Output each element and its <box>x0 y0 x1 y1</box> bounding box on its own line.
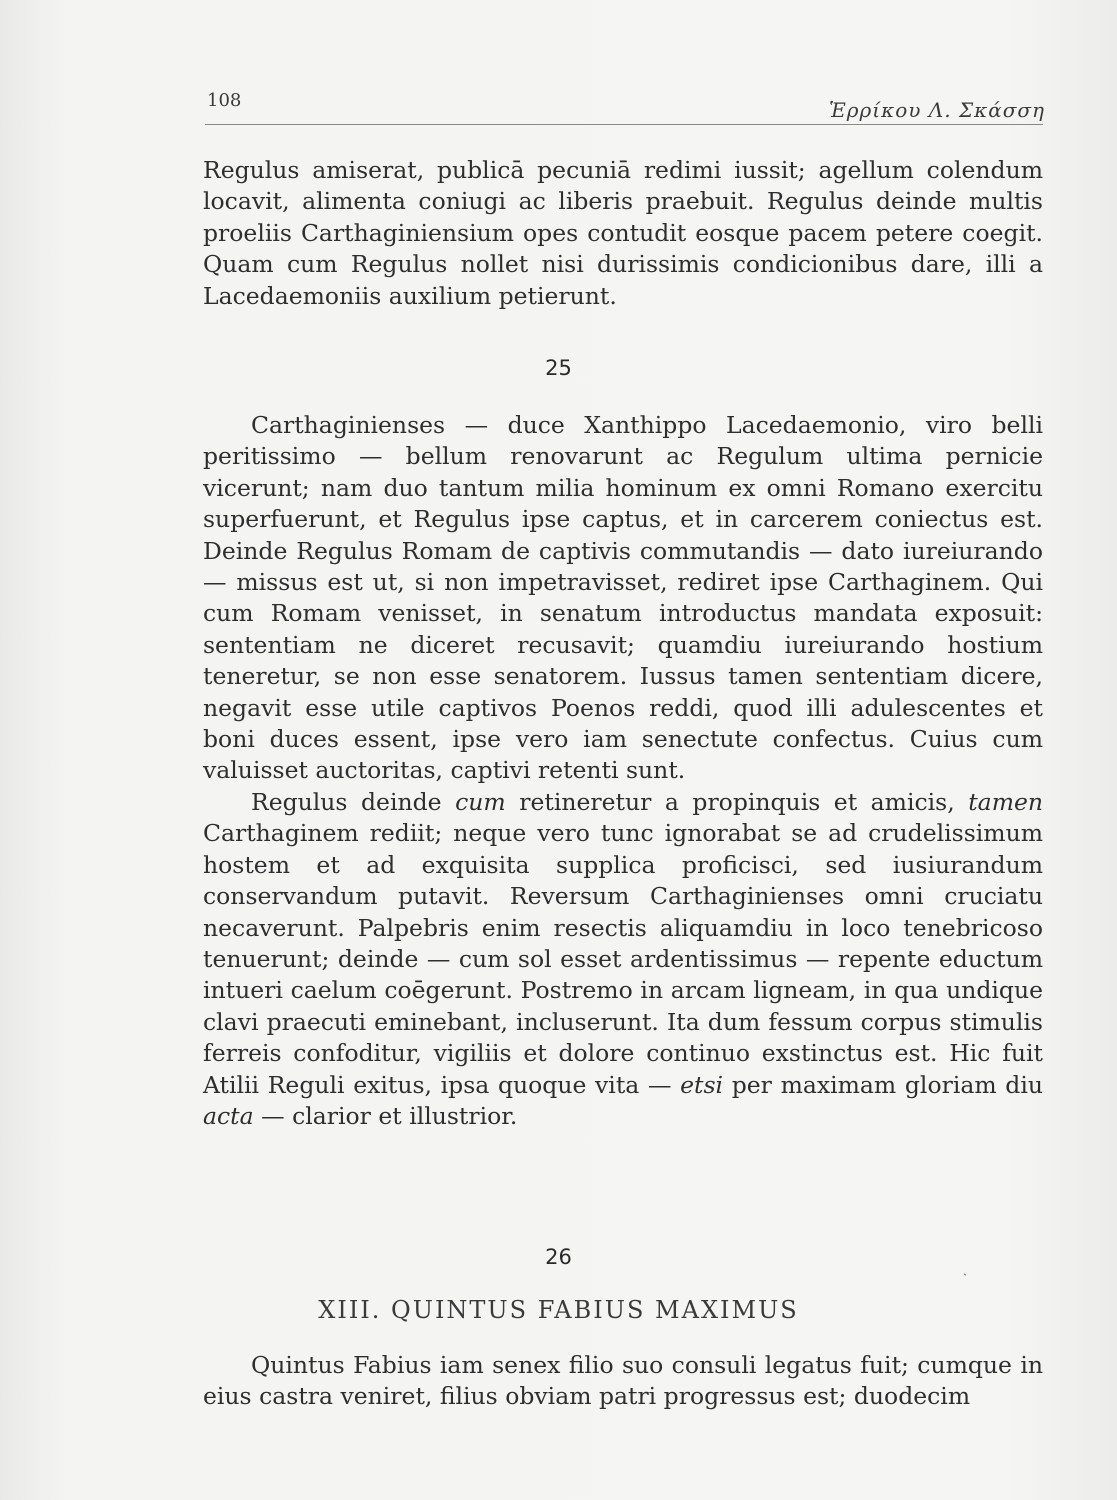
text-run: — clarior et illustrior. <box>253 1101 518 1130</box>
paragraph-text: Regulus amiserat, publicā pecuniā redimi iussit; agellum colendum locavit, alimenta coniugi ac liberis praebuit. Regulus deinde multis proeliis Carthaginiensium opes contudit eosque pacem petere coegit. Quam cum Regulus nollet nisi durissimis condicionibus dare, illi a Lacedaemoniis auxilium petierunt. <box>203 156 1043 310</box>
paragraph-regulus-intro <box>203 155 1043 312</box>
text-run: Carthaginem rediit; neque vero tunc ignorabat se ad crudelissimum hostem et ad exquisita supplica proficisci, sed iusiurandum conservandum putavit. Reversum Carthaginienses omni cruciatu necaverunt. Palpebris enim resectis aliquamdiu in loco tenebricoso tenuerunt; deinde — cum sol esset ardentissimus — repente eductum intueri caelum coēgerunt. Postremo in arcam ligneam, in qua undique clavi praecuti eminebant, incluserunt. Ita dum fessum corpus stimulis ferreis confoditur, vigiliis et dolore continuo exstinctus est. Hic fuit Atilii Reguli exitus, ipsa quoque vita — <box>203 819 1043 1099</box>
section-25-body <box>203 410 1043 1132</box>
paragraph-carthaginienses: Carthaginienses — duce Xanthippo Lacedaemonio, viro belli peritissimo — bellum renovarunt ac Regulum ultima pernicie vicerunt; nam duo tantum milia hominum ex omni Romano exercitu superfuerunt, et Regulus ipse captus, et in carcerem coniectus est. Deinde Regulus Romam de captivis commutandis — dato iureiurando — missus est ut, si non impetravisset, rediret ipse Carthaginem. Qui cum Romam venisset, in senatum introductus mandata exposuit: sententiam ne diceret recusavit; quamdiu iureiurando hostium teneretur, se non esse senatorem. Iussus tamen sententiam dicere, negavit esse utile captivos Poenos reddi, quod illi adulescentes et boni duces essent, ipse vero iam senectute confectus. Cuius cum valuisset auctoritas, captivi retenti sunt. <box>203 411 1043 785</box>
italic-word-etsi: etsi <box>680 1070 724 1099</box>
text-run: Regulus deinde <box>251 787 456 816</box>
section-number-26: 26 <box>545 1245 572 1269</box>
running-head: Ἑρρίκου Λ. Σκάσση <box>828 98 1045 122</box>
page-number: 108 <box>207 90 242 111</box>
section-number-25: 25 <box>545 356 572 380</box>
paragraph-quintus-fabius: Quintus Fabius iam senex filio suo consuli legatus fuit; cumque in eius castra veniret, filius obviam patri progressus est; duodecim <box>203 1351 1043 1411</box>
text-run: retineretur a propinquis et amicis, <box>505 787 969 816</box>
italic-word-cum: cum <box>455 787 506 816</box>
section-26-body <box>203 1350 1043 1413</box>
chapter-title: XIII. QUINTUS FABIUS MAXIMUS <box>318 1296 799 1324</box>
italic-word-tamen: tamen <box>968 787 1044 816</box>
paragraph-regulus-return <box>203 787 1043 1132</box>
italic-word-acta: acta <box>203 1101 254 1130</box>
text-run: per maximam gloriam diu <box>723 1070 1043 1099</box>
ink-mark: ˎ <box>963 1262 967 1276</box>
header-rule <box>205 124 1043 125</box>
